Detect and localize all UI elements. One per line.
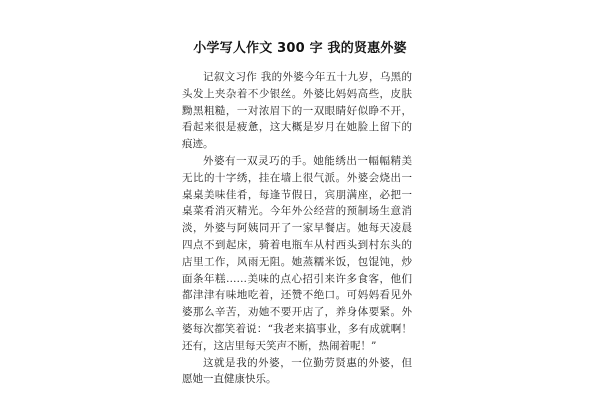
- essay-paragraph-1: 记叙文习作 我的外婆今年五十九岁，乌黑的头发上夹杂着不少银丝。外婆比妈妈高些，皮肤黝黑粗糙，一对浓眉下的一双眼睛好似睁不开，看起来很是疲惫，这大概是岁月在她脸上留下的痕迹。: [182, 71, 412, 151]
- essay-title: 小学写人作文 300 字 我的贤惠外婆: [193, 41, 407, 56]
- essay-body: [182, 69, 412, 388]
- essay-paragraph-2: 外婆有一双灵巧的手。她能绣出一幅幅精美无比的十字绣，挂在墙上很气派。外婆会烧出一桌桌美味佳肴，每逢节假日，宾朋满座，必把一桌菜肴消灭精光。今年外公经营的预制场生意消淡，外婆与阿姨同开了一家早餐店。她每天凌晨四点不到起床，骑着电瓶车从村西头到村东头的店里工作，风雨无阻。她蒸糯米饭，包馄饨，炒面条年糕……美味的点心招引来许多食客，他们都津津有味地吃着，还赞不绝口。可妈妈看见外婆那么辛苦，劝她不要开店了，养身体要紧。外婆每次都笑着说：“我老来搞事业，多有成就啊！还有，这店里每天笑声不断，热闹着呢！”: [182, 154, 412, 352]
- essay-paragraph-3: 这就是我的外婆，一位勤劳贤惠的外婆，但愿她一直健康快乐。: [182, 356, 412, 386]
